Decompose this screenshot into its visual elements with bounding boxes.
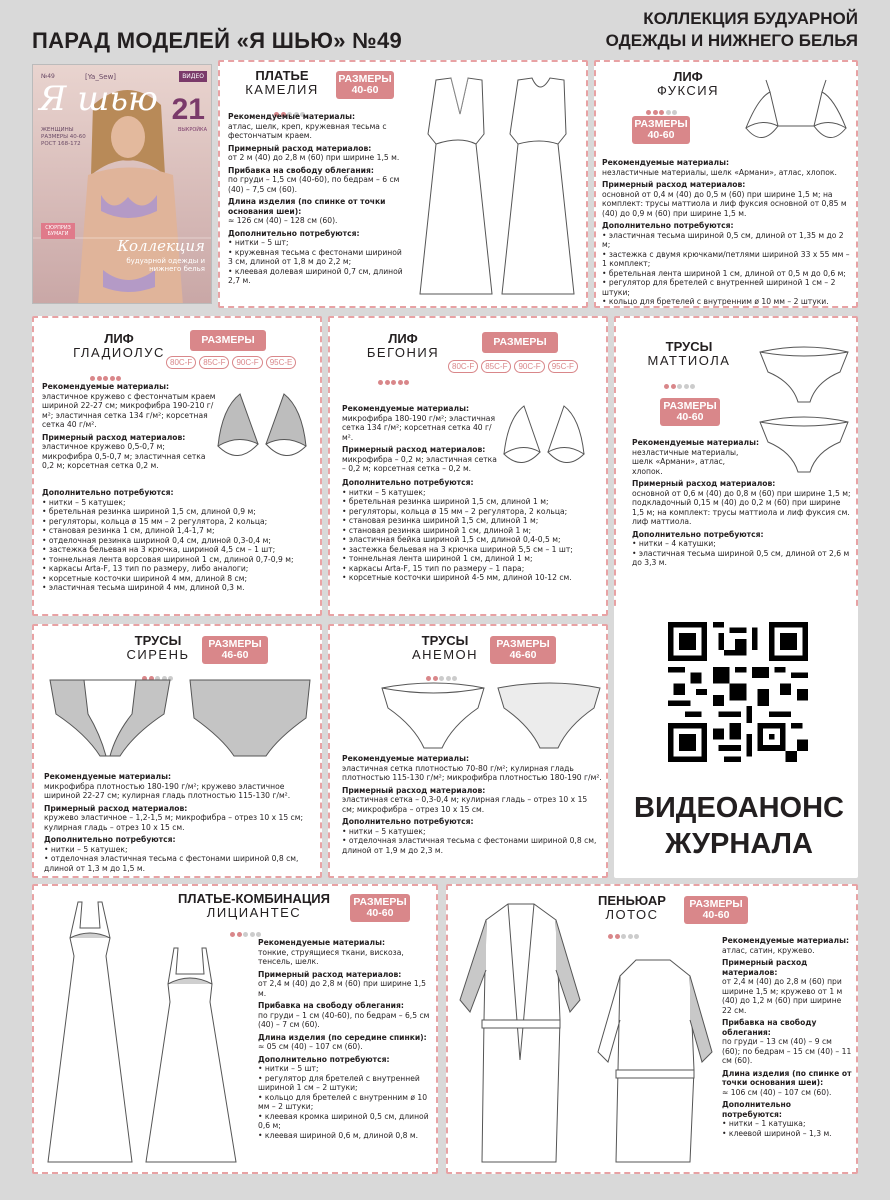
difficulty-dot [398, 380, 403, 385]
model-type: ТРУСЫ [134, 633, 182, 648]
model-type: ПЛАТЬЕ [255, 68, 309, 83]
extra-heading: Дополнительно потребуются: [632, 529, 764, 539]
cover-height: РОСТ 168-172 [41, 141, 81, 147]
extra-item: • нитки – 5 катушек; [342, 487, 426, 497]
difficulty-dots [90, 366, 123, 372]
difficulty-dot [677, 384, 682, 389]
slip-dress-sketch [40, 898, 240, 1168]
sizes-badge-label: РАЗМЕРЫ [208, 638, 262, 650]
extra-item: • нитки – 4 катушки; [632, 539, 716, 548]
cup-size: 90C-F [232, 356, 262, 369]
card-siren [32, 624, 322, 878]
length-heading: Длина изделия (по середине спинки): [258, 1032, 427, 1042]
length-heading: Длина изделия (по спинке от точки основания шеи): [228, 197, 386, 216]
spec-text-top [42, 382, 217, 471]
extra-heading: Дополнительно потребуются: [44, 835, 176, 844]
usage-text: основной от 0,4 м (40) до 0,5 м (60) при ширине 1,5 м; на комплект: трусы маттиола и лиф фуксия основной от 0,85 м (40) до 0,9 м (60) при ширине 1,5 м. [602, 189, 847, 218]
bra-sketch [498, 400, 590, 474]
sizes-badge [482, 332, 558, 353]
length-text: ≈ 106 см (40) – 107 см (60). [722, 1087, 832, 1097]
sizes-badge-label: РАЗМЕРЫ [634, 118, 688, 130]
cover-pattern-label: ВЫКРОЙКА [177, 127, 207, 133]
materials-heading: Рекомендуемые материалы: [42, 382, 170, 391]
cover-pattern-count: 21 [171, 93, 205, 126]
usage-text: от 2,4 м (40) до 2,8 м (60) при ширине 1,5 м. [258, 979, 426, 998]
extra-item: • эластичная тесьма шириной 0,5 см, длиной от 1,35 м до 2 м; [602, 230, 844, 249]
card-fuksia [594, 60, 858, 308]
model-name: СИРЕНЬ [126, 647, 190, 662]
materials-heading: Рекомендуемые материалы: [258, 938, 386, 947]
spec-text-bottom [42, 488, 312, 593]
extra-item: • отделочная эластичная тесьма с фестонами шириной 0,8 см, длиной от 1,9 м до 2,3 м. [342, 836, 597, 855]
usage-heading: Примерный расход материалов: [258, 969, 402, 979]
model-name: ЛОТОС [605, 907, 659, 922]
spec-text [228, 112, 408, 286]
extra-item: • нитки – 5 катушек; [42, 497, 126, 507]
panties-sketch [44, 674, 320, 762]
cup-size: 85C-F [481, 360, 511, 373]
materials-heading: Рекомендуемые материалы: [228, 112, 356, 121]
extra-item: • клеевая долевая шириной 0,7 см, длиной 2,7 м. [228, 266, 403, 285]
difficulty-dots [142, 666, 175, 672]
difficulty-dot [97, 376, 102, 381]
difficulty-dot [243, 932, 248, 937]
sizes-badge-range: 40-60 [366, 907, 394, 919]
model-type: ТРУСЫ [665, 339, 713, 354]
extra-item: • становая резинка 1 см, длиной 1,4-1,7 м; [42, 526, 215, 535]
materials-heading: Рекомендуемые материалы: [722, 936, 850, 945]
extra-item: • застежка бельевая на 3 крючка, шириной 4,5 см – 1 шт; [42, 545, 276, 554]
extra-item: • отделочная резинка шириной 0,4 см, длиной 0,3-0,4 м; [42, 535, 271, 545]
spec-text [44, 772, 316, 873]
extra-item: • регуляторы, кольца ø 15 мм – 2 регулятора, 2 кольца; [342, 506, 568, 516]
usage-heading: Примерный расход материалов: [342, 785, 486, 795]
extra-item: • бретельная резинка шириной 1,5 см, длиной 0,9 м; [42, 507, 256, 516]
collection-title-line2: ОДЕЖДЫ И НИЖНЕГО БЕЛЬЯ [605, 31, 858, 50]
extra-item: • клеевой шириной – 1,3 м. [722, 1128, 832, 1138]
sizes-badge-label: РАЗМЕРЫ [493, 336, 547, 348]
cup-size: 95C-F [548, 360, 578, 373]
usage-text: кружево эластичное – 1,2-1,5 м; микрофибра – отрез 10 х 15 см; кулирная гладь – отрез 10 х 15 см. [44, 813, 304, 832]
model-title [390, 634, 500, 662]
sizes-badge-range: 40-60 [702, 909, 730, 921]
difficulty-dot [659, 110, 664, 115]
cup-size: 95C-E [266, 356, 297, 369]
extra-item: • эластичная бейка шириной 1,5 см, длиной 0,4-0,5 м; [342, 535, 561, 544]
extra-heading: Дополнительно потребуются: [342, 817, 474, 826]
difficulty-dot [690, 384, 695, 389]
card-kamelia [218, 60, 588, 308]
cup-size: 85C-F [199, 356, 229, 369]
difficulty-dot [646, 110, 651, 115]
sizes-badge-label: РАЗМЕРЫ [353, 896, 407, 908]
extra-item: • застежка с двумя крючками/петлями шириной 33 х 55 мм – 1 комплект; [602, 249, 850, 268]
model-name: МАТТИОЛА [647, 353, 731, 368]
spec-text-bottom [342, 478, 602, 583]
difficulty-dot [378, 380, 383, 385]
model-name: ЛИЦИАНТЕС [206, 905, 302, 920]
model-name: ФУКСИЯ [656, 83, 720, 98]
materials-text: атлас, сатин, кружево. [722, 945, 815, 955]
materials-text: эластичная сетка плотностью 70-80 г/м²; кулирная гладь плотностью 115-130 г/м²; микрофибра плотностью 180-190 г/м². [342, 763, 602, 782]
model-type: ЛИФ [388, 331, 418, 346]
extra-item: • каркасы Arta-F, 15 тип по размеру – 1 пара; [342, 563, 525, 573]
usage-text: от 2 м (40) до 2,8 м (60) при ширине 1,5 м. [228, 153, 400, 162]
usage-heading: Примерный расход материалов: [228, 143, 372, 153]
difficulty-dot [404, 380, 409, 385]
sizes-badge [632, 116, 690, 144]
difficulty-dot [664, 384, 669, 389]
model-name: КАМЕЛИЯ [245, 82, 319, 97]
extra-item: • бретельная лента шириной 1 см, длиной от 0,5 м до 0,6 м; [602, 268, 846, 278]
ease-text: по груди – 13 см (40) – 9 см (60); по бедрам – 15 см (40) – 11 см (60). [722, 1037, 852, 1065]
difficulty-dots [274, 102, 307, 108]
card-gladiolus [32, 316, 322, 616]
robe-sketch [456, 900, 718, 1170]
extra-item: • эластичная тесьма шириной 4 мм, длиной 0,3 м. [42, 583, 245, 592]
model-type: ПЛАТЬЕ-КОМБИНАЦИЯ [177, 891, 330, 906]
difficulty-dot [391, 380, 396, 385]
sizes-badge-range: 40-60 [647, 129, 675, 141]
model-title [64, 332, 174, 360]
usage-heading: Примерный расход материалов: [42, 432, 186, 442]
usage-heading: Примерный расход материалов: [44, 803, 188, 813]
ease-text: по груди – 1,5 см (40-60), по бедрам – 6 см (40) – 7,5 см (60). [228, 175, 400, 194]
extra-heading: Дополнительно потребуются: [42, 488, 174, 497]
cover-collection: Коллекция [117, 237, 205, 255]
materials-text: незластичные материалы, шелк «Армани», атлас, хлопок. [602, 167, 837, 177]
model-title [648, 70, 728, 98]
extra-item: • тоннельная лента ворсовая шириной 1 см, длиной 0,7-0,9 м; [42, 554, 294, 564]
extra-item: • каркасы Arta-F, 13 тип по размеру, либо аналоги; [42, 564, 249, 573]
magazine-cover [32, 64, 212, 304]
difficulty-dot [103, 376, 108, 381]
sizes-badge-range: 46-60 [221, 649, 249, 661]
extra-item: • регулятор для бретелей с внутренней шириной 1 см – 2 штуки; [602, 278, 836, 297]
usage-heading: Примерный расход материалов: [342, 445, 486, 454]
model-title [358, 332, 448, 360]
length-text: ≈ 126 см (40) – 128 см (60). [228, 216, 338, 225]
extra-heading: Дополнительно потребуются: [342, 478, 474, 487]
extra-heading: Дополнительно потребуются: [228, 228, 360, 238]
sizes-badge-label: РАЗМЕРЫ [689, 898, 743, 910]
cover-surprise: СЮРПРИЗ БУМАГИ [41, 223, 75, 239]
difficulty-dot [90, 376, 95, 381]
cover-sizes-block [41, 127, 86, 148]
length-text: ≈ 05 см (40) – 107 см (60). [258, 1042, 363, 1051]
difficulty-dot [684, 384, 689, 389]
usage-text: основной от 0,6 м (40) до 0,8 м (60) при ширине 1,5 м; подкладочный 0,15 м (40) до 0,2 м (60) при ширине 1,5 м; на комплект: трусы маттиола и лиф фуксия см. лиф маттиола. [632, 488, 851, 526]
sizes-badge [490, 636, 556, 664]
extra-heading: Дополнительно потребуются: [602, 221, 734, 230]
difficulty-dot [672, 110, 677, 115]
model-name: ГЛАДИОЛУС [73, 345, 165, 360]
spec-text [632, 438, 852, 568]
ease-text: по груди – 1 см (40-60), по бедрам – 6,5 см (40) – 7 см (60). [258, 1010, 430, 1029]
extra-item: • кружевная тесьма с фестонами шириной 3 см, длиной от 1,8 м до 2,2 м; [228, 247, 402, 266]
usage-text: эластичная сетка – 0,3-0,4 м; кулирная гладь – отрез 10 х 15 см; микрофибра – отрез 10 х 15 см. [342, 795, 588, 814]
extra-item: • застежка бельевая на 3 крючка шириной 5,5 см – 1 шт; [342, 544, 573, 554]
video-line2: ЖУРНАЛА [665, 828, 813, 860]
extra-item: • нитки – 5 шт; [258, 1064, 319, 1073]
cover-handle: [Ya_Sew] [85, 73, 117, 81]
spec-text-top [342, 404, 502, 474]
sizes-badge-label: РАЗМЕРЫ [338, 73, 392, 85]
model-type: ТРУСЫ [421, 633, 469, 648]
collection-title [606, 8, 858, 52]
bra-sketch [738, 78, 854, 154]
spec-text [602, 158, 852, 307]
cover-sizes: РАЗМЕРЫ 40-60 [41, 134, 86, 140]
usage-text: эластичное кружево 0,5-0,7 м; микрофибра 0,5-0,7 м; эластичная сетка 0,2 м; корсетная сетка 0,2 м. [42, 442, 206, 470]
difficulty-dot [256, 932, 261, 937]
sizes-badge-range: 46-60 [509, 649, 537, 661]
extra-item: • становая резинка шириной 1 см, длиной 1 м; [342, 525, 532, 535]
extra-item: • корсетные косточки шириной 4-5 мм, длиной 10-12 см. [342, 573, 572, 582]
model-name: АНЕМОН [411, 647, 479, 662]
usage-heading: Примерный расход материалов: [602, 180, 746, 189]
card-lotos [446, 884, 858, 1174]
cup-sizes [448, 360, 578, 373]
extra-item: • нитки – 5 катушек; [44, 844, 128, 854]
extra-item: • отделочная эластичная тесьма с фестонами шириной 0,8 см, длиной от 1,3 м до 1,5 м. [44, 854, 299, 873]
difficulty-dot [653, 110, 658, 115]
extra-item: • тоннельная лента шириной 1 см, длиной 1 м; [342, 554, 533, 563]
length-heading: Длина изделия (по спинке от точки основания шеи): [722, 1068, 852, 1087]
extra-item: • нитки – 5 катушек; [342, 826, 426, 836]
materials-heading: Рекомендуемые материалы: [632, 438, 760, 447]
model-type: ПЕНЬЮАР [598, 893, 666, 908]
sizes-badge-range: 40-60 [676, 411, 704, 423]
video-announcement [620, 790, 858, 862]
extra-item: • клеевая кромка шириной 0,5 см, длиной 0,6 м; [258, 1111, 429, 1130]
cup-size: 80C-F [448, 360, 478, 373]
card-begonia [328, 316, 608, 616]
video-line1: ВИДЕОАНОНС [634, 792, 844, 824]
cup-size: 80C-F [166, 356, 196, 369]
materials-text: атлас, шелк, креп, кружевная тесьма с фестончатым краем. [228, 121, 387, 140]
difficulty-dots [426, 666, 459, 672]
sizes-badge [336, 71, 394, 99]
sizes-badge-label: РАЗМЕРЫ [663, 400, 717, 412]
cover-collection-sub: будуарной одежды и нижнего белья [126, 257, 205, 273]
materials-text: микрофибра плотностью 180-190 г/м²; кружево эластичное шириной 22-27 см; кулирная гладь плотностью 115-130 г/м². [44, 781, 291, 800]
model-type: ЛИФ [104, 331, 134, 346]
sizes-badge [350, 894, 410, 922]
ease-heading: Прибавка на свободу облегания: [258, 1001, 404, 1010]
materials-heading: Рекомендуемые материалы: [602, 158, 730, 167]
difficulty-dot [116, 376, 121, 381]
usage-text: от 2,4 м (40) до 2,8 м (60) при ширине 1,5 м; кружево от 1 м (40) до 1,2 м (60) при ширине 22 см. [722, 977, 843, 1015]
difficulty-dot [110, 376, 115, 381]
usage-heading: Примерный расход материалов: [632, 479, 776, 488]
spec-text [258, 938, 432, 1140]
materials-text: незластичные материалы, шелк «Армани», атлас, хлопок. [632, 447, 739, 476]
spec-text [342, 754, 602, 855]
extra-item: • клеевая шириной 0,6 м, длиной 0,8 м. [258, 1130, 419, 1140]
card-mattiola [614, 316, 858, 616]
card-lisiantus [32, 884, 438, 1174]
model-title [634, 340, 744, 368]
difficulty-dots [378, 370, 411, 376]
extra-item: • бретельная резинка шириной 1,5 см, длиной 1 м; [342, 497, 549, 506]
ease-heading: Прибавка на свободу облегания: [228, 165, 374, 175]
qr-code-icon[interactable] [668, 622, 808, 762]
difficulty-dot [671, 384, 676, 389]
page-title: ПАРАД МОДЕЛЕЙ «Я ШЬЮ» №49 [32, 28, 403, 53]
cover-issue: №49 [41, 73, 55, 80]
extra-item: • нитки – 1 катушка; [722, 1119, 806, 1128]
materials-heading: Рекомендуемые материалы: [342, 754, 470, 763]
materials-heading: Рекомендуемые материалы: [342, 404, 470, 413]
extra-item: • становая резинка шириной 1,5 см, длиной 1 м; [342, 516, 539, 525]
extra-item: • кольцо для бретелей с внутренним ø 10 мм – 2 штуки; [258, 1092, 428, 1111]
difficulty-dot [385, 380, 390, 385]
extra-item: • нитки – 5 шт; [228, 238, 289, 247]
dress-sketch [416, 74, 586, 304]
extra-item: • регуляторы, кольца ø 15 мм – 2 регулятора, 2 кольца; [42, 516, 268, 526]
extra-item: • корсетные косточки шириной 4 мм, длиной 8 см; [42, 573, 247, 583]
materials-heading: Рекомендуемые материалы: [44, 772, 172, 781]
model-type: ЛИФ [673, 69, 703, 84]
cover-women: ЖЕНЩИНЫ [41, 127, 74, 133]
extra-heading: Дополнительно потребуются: [258, 1054, 390, 1064]
cup-size: 90C-F [514, 360, 544, 373]
difficulty-dots [664, 374, 697, 380]
cover-video-badge: ВИДЕО [179, 71, 207, 82]
materials-text: микрофибра 180-190 г/м²; эластичная сетка 134 г/м²; корсетная сетка 40 г/м². [342, 413, 496, 442]
panties-sketch [378, 674, 610, 754]
sizes-badge-label: РАЗМЕРЫ [201, 334, 255, 346]
usage-text: микрофибра – 0,2 м; эластичная сетка – 0,2 м; корсетная сетка – 0,2 м. [342, 454, 497, 473]
extra-item: • регулятор для бретелей с внутренней шириной 1 см – 2 штуки; [258, 1073, 420, 1092]
extra-item: • кольцо для бретелей с внутренним ø 10 мм – 2 штуки. [602, 297, 829, 306]
spec-text [722, 936, 852, 1138]
bra-sketch [212, 388, 312, 468]
model-title [228, 69, 336, 97]
sizes-badge-range: 40-60 [351, 84, 379, 96]
cup-sizes [166, 356, 296, 369]
materials-text: тонкие, струящиеся ткани, вискоза, тенсель, шелк. [258, 947, 404, 966]
difficulty-dot [666, 110, 671, 115]
model-title [108, 634, 208, 662]
sizes-badge [190, 330, 266, 351]
extra-item: • эластичная тесьма шириной 0,5 см, длиной от 2,6 м до 3,3 м. [632, 548, 850, 567]
sizes-badge [660, 398, 720, 426]
ease-heading: Прибавка на свободу облегания: [722, 1018, 817, 1037]
difficulty-dots [646, 100, 679, 106]
model-name: БЕГОНИЯ [366, 345, 440, 360]
sizes-badge [202, 636, 268, 664]
usage-heading: Примерный расход материалов: [722, 958, 808, 977]
materials-text: эластичное кружево с фестончатым краем шириной 22-27 см; микрофибра 190-210 г/м²; эластичная сетка 134 г/м²; корсетная сетка 40 г/м². [42, 391, 216, 429]
card-anemon [328, 624, 608, 878]
collection-title-line1: КОЛЛЕКЦИЯ БУДУАРНОЙ [643, 9, 858, 28]
difficulty-dot [250, 932, 255, 937]
sizes-badge-label: РАЗМЕРЫ [496, 638, 550, 650]
cover-logo: Я шью [39, 79, 158, 119]
extra-heading: Дополнительно потребуются: [722, 1100, 791, 1119]
